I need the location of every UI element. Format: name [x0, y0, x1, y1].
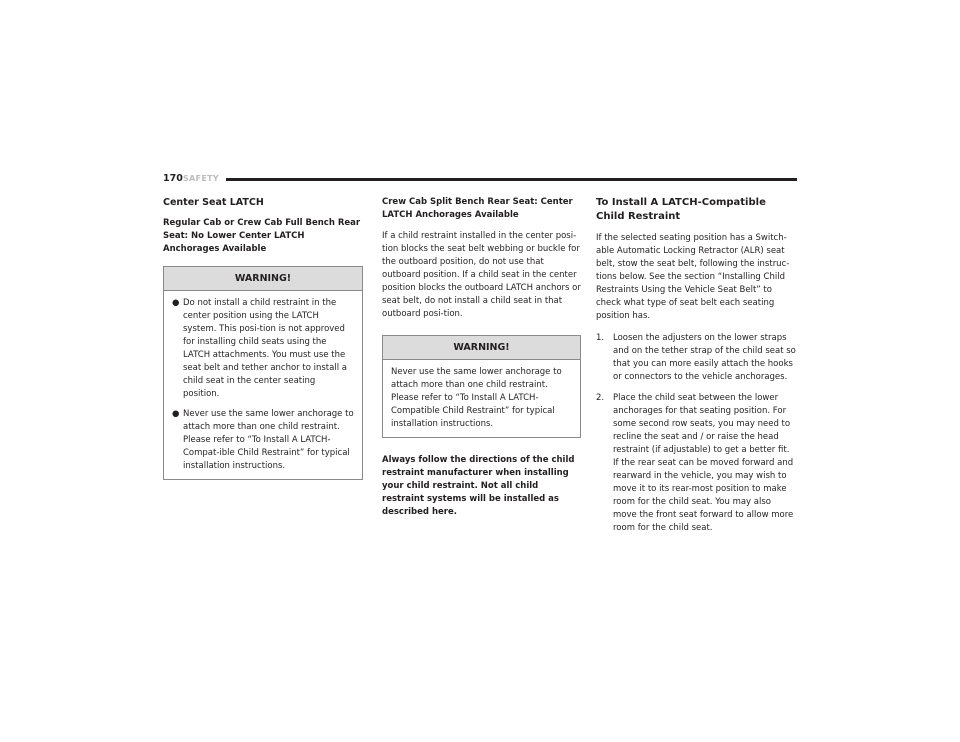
step-number: 1.	[596, 333, 605, 343]
full-bench-subheading: Regular Cab or Crew Cab Full Bench Rear Seat: No Lower Center LATCH Anchorages Available	[163, 218, 361, 254]
header-rule	[226, 178, 797, 181]
step-item	[596, 332, 797, 384]
column-middle	[382, 196, 581, 519]
warning-bullet-text: Do not install a child restraint in the center position using the LATCH system. This posi-tion is not approved for installing child seats using the LATCH attachments. You must use the seat belt and tether anchor to install a child seat in the center seating position.	[183, 298, 347, 399]
alr-intro-paragraph: If the selected seating position has a Switch-able Automatic Locking Retractor (ALR) seat belt, stow the seat belt, following the instruc-tions below. See the section “Installing Child Restraints Using the Vehicle Seat Belt” to check what type of seat belt each seating position has.	[596, 233, 790, 321]
column-right	[596, 196, 797, 535]
warning-bullet-text: Never use the same lower anchorage to attach more than one child restraint. Please refer to “To Install A LATCH-Compat-ible Child Restraint” for typical installation instructions.	[183, 409, 354, 471]
section-title: SAFETY	[183, 174, 219, 183]
center-position-paragraph: If a child restraint installed in the center posi-tion blocks the seat belt webbing or buckle for the outboard position, do not use that outboard position. If a child seat in the center position blocks the outboard LATCH anchors or seat belt, do not install a child seat in that outboard posi-tion.	[382, 231, 581, 319]
column-left	[163, 196, 363, 480]
step-number: 2.	[596, 393, 605, 403]
bullet-dot-icon: ●	[172, 298, 180, 308]
warning-title: WARNING!	[164, 267, 362, 291]
split-bench-subheading: Crew Cab Split Bench Rear Seat: Center LATCH Anchorages Available	[382, 197, 573, 220]
install-latch-heading: To Install A LATCH-Compatible Child Restraint	[596, 197, 766, 222]
warning-box-left	[163, 266, 363, 480]
page-header	[163, 172, 797, 186]
warning-title: WARNING!	[383, 336, 580, 360]
step-text: Place the child seat between the lower anchorages for that seating position. For some second row seats, you may need to recline the seat and / or raise the head restraint (if adjustable) to get a better fit. If the rear seat can be moved forward and rearward in the vehicle, you may wish to move it to its rear-most position to make room for the child seat. You may also move the front seat forward to allow more room for the child seat.	[613, 393, 794, 533]
bullet-dot-icon: ●	[172, 409, 180, 419]
center-seat-latch-heading: Center Seat LATCH	[163, 197, 264, 208]
warning-text: Never use the same lower anchorage to attach more than one child restraint. Please refer to “To Install A LATCH-Compatible Child Restraint” for typical installation instructions.	[391, 367, 562, 429]
step-item	[596, 392, 797, 535]
install-steps	[596, 332, 797, 535]
step-text: Loosen the adjusters on the lower straps and on the tether strap of the child seat so that you can more easily attach the hooks or connectors to the vehicle anchorages.	[613, 333, 796, 382]
warning-bullet	[172, 408, 354, 473]
warning-bullet	[172, 297, 354, 401]
page-number: 170	[163, 173, 183, 184]
manufacturer-directions-note: Always follow the directions of the child restraint manufacturer when installing your child restraint. Not all child restraint systems will be installed as described here.	[382, 455, 575, 517]
warning-box-middle	[382, 335, 581, 438]
